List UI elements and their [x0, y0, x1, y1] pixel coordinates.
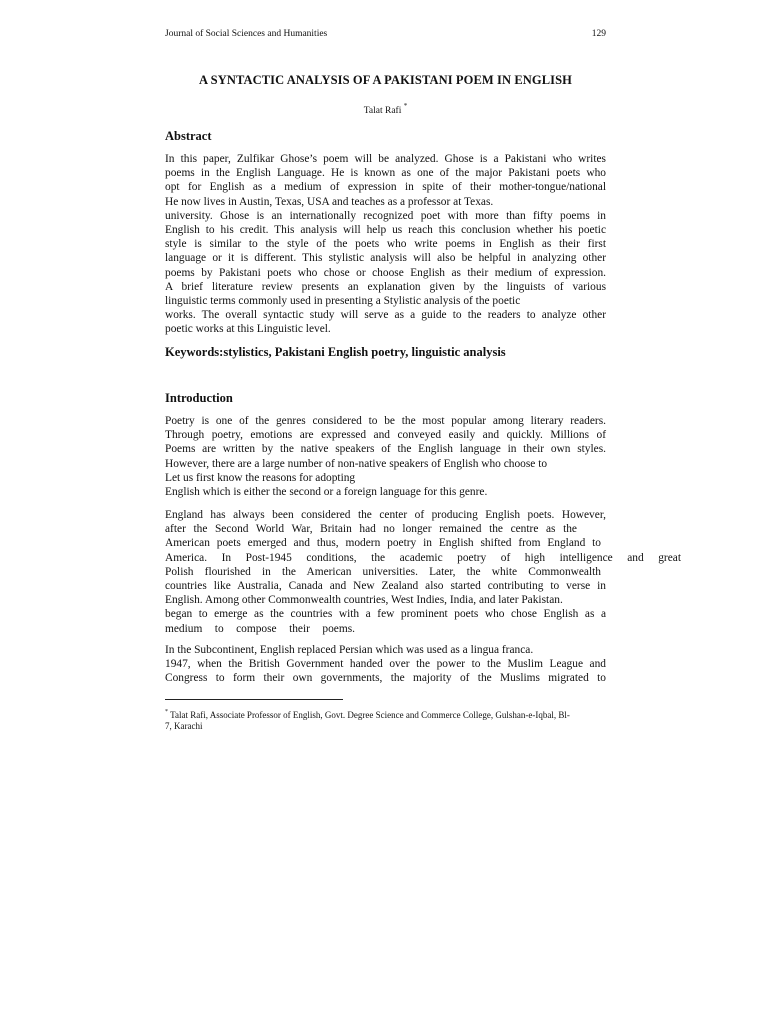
intro-line: Poems are written by the native speakers of the English language in their own styles. [165, 443, 606, 456]
abstract-line: A brief literature review presents an explanation given by the linguists of various [165, 280, 606, 293]
intro-line: countries like Australia, Canada and New Zealand also started contributing to verse in [165, 579, 606, 592]
intro-line: American poets emerged and thus, modern poetry in English shifted from England to [165, 537, 601, 550]
intro-line: after the Second World War, Britain had no longer remained the centre as the [165, 523, 577, 536]
introduction-heading: Introduction [165, 391, 233, 405]
abstract-line: He now lives in Austin, Texas, USA and teaches as a professor at Texas. [165, 195, 494, 208]
intro-line: medium to compose their poems. [165, 622, 355, 635]
keywords: Keywords:stylistics, Pakistani English poetry, linguistic analysis [165, 345, 506, 359]
intro-line: English which is either the second or a foreign language for this genre. [165, 485, 488, 498]
footnote [165, 707, 606, 732]
abstract-line: university. Ghose is an internationally recognized poet with more than fifty poems in [165, 209, 606, 222]
abstract-line: linguistic terms commonly used in presenting a Stylistic analysis of the poetic [165, 294, 521, 307]
abstract-line: style is similar to the style of the poets who write poems in English as their first [165, 238, 606, 251]
intro-line: began to emerge as the countries with a few prominent poets who chose English as a [165, 608, 606, 621]
author-line [165, 103, 606, 116]
footnote-text: Talat Rafi, Associate Professor of English, Govt. Degree Science and Commerce College, Gulshan-e-Iqbal, Bl- [168, 710, 570, 720]
abstract-line: language or it is different. This stylistic analysis will also be helpful in analyzing other [165, 252, 606, 265]
abstract-line: opt for English as a medium of expression in spite of their mother-tongue/national [165, 181, 606, 194]
abstract-line: In this paper, Zulfikar Ghose’s poem will be analyzed. Ghose is a Pakistani who writes [165, 153, 606, 165]
abstract-body [165, 152, 606, 336]
intro-paragraph-3 [165, 643, 606, 686]
intro-line: America. In Post-1945 conditions, the academic poetry of high intelligence and great [165, 551, 681, 564]
author-footnote-marker: * [403, 102, 408, 110]
intro-paragraph-1 [165, 414, 606, 499]
intro-line: 1947, when the British Government handed over the power to the Muslim League and [165, 658, 606, 671]
intro-line: Poetry is one of the genres considered to be the most popular among literary readers. [165, 415, 606, 427]
intro-line: Polish flourished in the American universities. Later, the white Commonwealth [165, 565, 601, 578]
journal-name: Journal of Social Sciences and Humanities [165, 29, 328, 39]
footnote-marker: * [165, 709, 168, 715]
intro-line: England has always been considered the center of producing English poets. However, [165, 509, 606, 521]
abstract-line: poems in the English Language. He is known as one of the major Pakistani poets who [165, 167, 606, 180]
abstract-heading: Abstract [165, 129, 212, 143]
intro-paragraph-2 [165, 508, 681, 636]
intro-line: In the Subcontinent, English replaced Persian which was used as a lingua franca. [165, 644, 534, 656]
intro-line: However, there are a large number of non-native speakers of English who choose to [165, 457, 548, 470]
footnote-line: 7, Karachi [165, 720, 203, 731]
abstract-line: works. The overall syntactic study will serve as a guide to the readers to analyze other [165, 309, 606, 322]
intro-line: Let us first know the reasons for adopting [165, 471, 356, 484]
page-number: 129 [591, 29, 606, 39]
footnote-line [165, 707, 606, 720]
intro-line: Congress to form their own governments, the majority of the Muslims migrated to [165, 672, 606, 685]
abstract-line: English to his credit. This analysis will help us reach this conclusion whether his poetic [165, 223, 606, 236]
paper-title: A SYNTACTIC ANALYSIS OF A PAKISTANI POEM IN ENGLISH [198, 73, 572, 87]
abstract-line: poetic works at this Linguistic level. [165, 323, 331, 336]
intro-line: English. Among other Commonwealth countries, West Indies, India, and later Pakistan. [165, 594, 563, 607]
author-name: Talat Rafi [363, 106, 402, 117]
intro-line: Through poetry, emotions are expressed and conveyed easily and quickly. Millions of [165, 429, 606, 442]
abstract-line: poems by Pakistani poets who chose or choose English as their medium of expression. [165, 266, 606, 279]
footnote-rule [165, 699, 343, 700]
